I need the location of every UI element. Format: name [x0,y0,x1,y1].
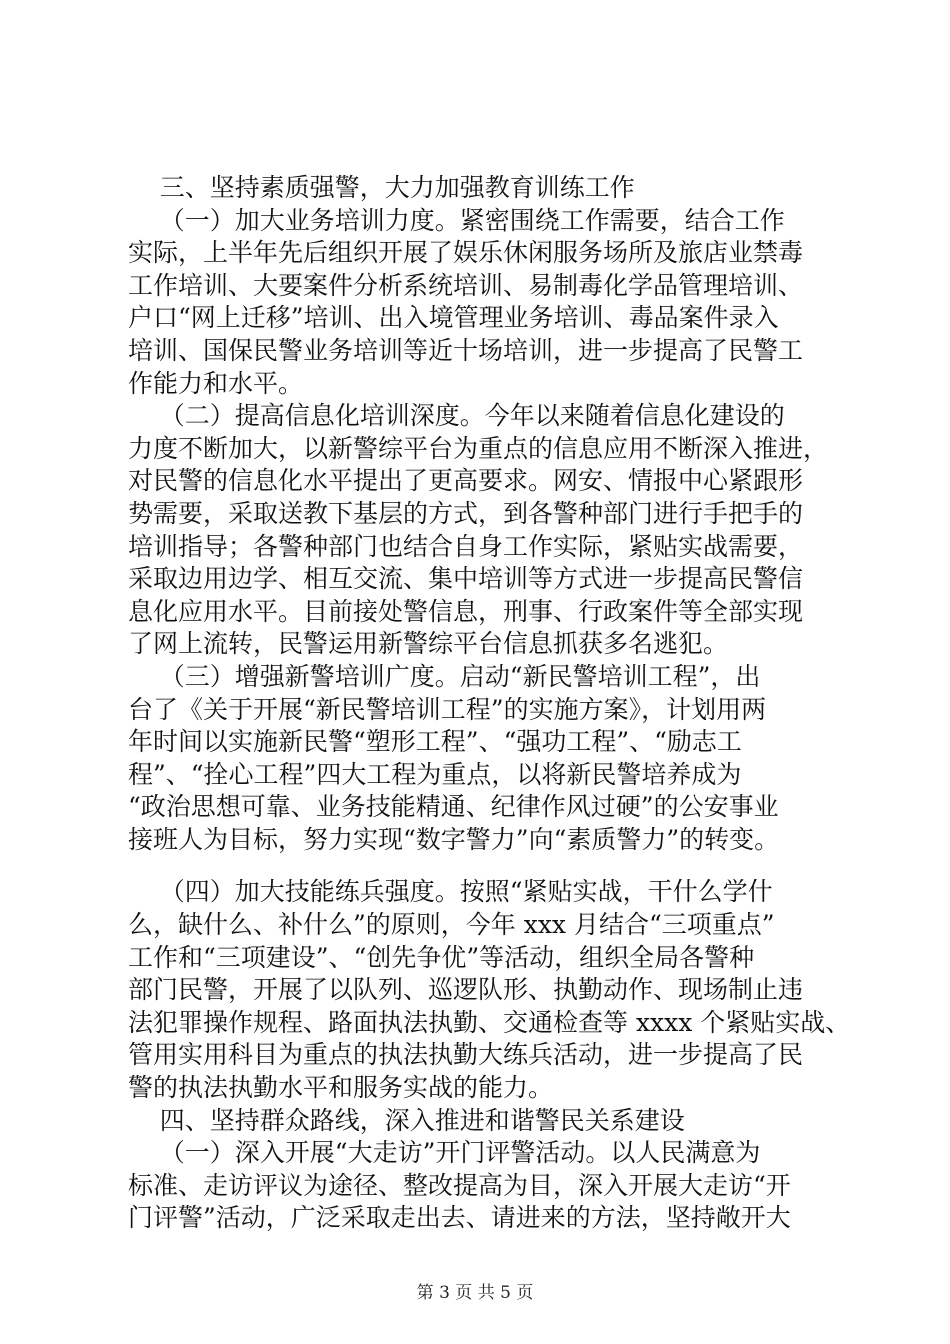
text-line: 门评警”活动，广泛采取走出去、请进来的方法，坚持敞开大 [128,1203,791,1233]
text-line: 力度不断加大，以新警综平台为重点的信息应用不断深入推进， [128,433,829,463]
text-line: 么，缺什么、补什么”的原则，今年 xxx 月结合“三项重点” [128,910,775,940]
text-line: 工作培训、大要案件分析系统培训、易制毒化学品管理培训、 [128,270,804,300]
text-line: 三、坚持素质强警，大力加强教育训练工作 [128,173,635,202]
text-line: 标准、走访评议为途径、整改提高为目，深入开展大走访“开 [128,1170,791,1200]
text-line: 年时间以实施新民警“塑形工程”、“强功工程”、“励志工 [128,727,742,757]
text-line: 法犯罪操作规程、路面执法执勤、交通检查等 xxxx 个紧贴实战、 [128,1007,851,1037]
document-body [128,172,851,1235]
text-line: 培训、国保民警业务培训等近十场培训，进一步提高了民警工 [128,335,804,365]
text-line: 实际，上半年先后组织开展了娱乐休闲服务场所及旅店业禁毒 [128,238,804,268]
text-line: （一）深入开展“大走访”开门评警活动。以人民满意为 [128,1138,761,1168]
text-line: 管用实用科目为重点的执法执勤大练兵活动，进一步提高了民 [128,1040,804,1070]
text-line: 了网上流转，民警运用新警综平台信息抓获多名逃犯。 [128,629,729,659]
text-line: 四、坚持群众路线，深入推进和谐警民关系建设 [128,1105,685,1135]
text-line: 势需要，采取送教下基层的方式，到各警种部门进行手把手的 [128,498,804,528]
text-line: （一）加大业务培训力度。紧密围绕工作需要，结合工作 [128,205,785,235]
text-line: 工作和“三项建设”、“创先争优”等活动，组织全局各警种 [128,942,755,972]
blank-line [128,856,840,876]
text-line: 接班人为目标，努力实现“数字警力”向“素质警力”的转变。 [128,824,780,854]
page-footer: 第 3 页 共 5 页 [416,1283,534,1303]
text-line: 警的执法执勤水平和服务实战的能力。 [128,1073,554,1103]
text-line: 台了《关于开展“新民警培训工程”的实施方案》，计划用两 [128,694,767,724]
text-line: “政治思想可靠、业务技能精通、纪律作风过硬”的公安事业 [128,792,779,822]
text-line: （三）增强新警培训广度。启动“新民警培训工程”，出 [128,661,761,691]
text-line: 对民警的信息化水平提出了更高要求。网安、情报中心紧跟形 [128,466,804,496]
text-line: （四）加大技能练兵强度。按照“紧贴实战，干什么学什 [128,877,773,907]
text-line: 采取边用边学、相互交流、集中培训等方式进一步提高民警信 [128,564,804,594]
text-line: 程”、“拴心工程”四大工程为重点，以将新民警培养成为 [128,759,742,789]
text-line: （二）提高信息化培训深度。今年以来随着信息化建设的 [128,401,785,431]
text-line: 培训指导；各警种部门也结合自身工作实际，紧贴实战需要， [128,531,804,561]
text-line: 部门民警，开展了以队列、巡逻队形、执勤动作、现场制止违 [128,975,804,1005]
text-line: 户口“网上迁移”培训、出入境管理业务培训、毒品案件录入 [128,303,779,333]
text-line: 作能力和水平。 [128,368,304,398]
text-line: 息化应用水平。目前接处警信息，刑事、行政案件等全部实现 [128,596,804,626]
